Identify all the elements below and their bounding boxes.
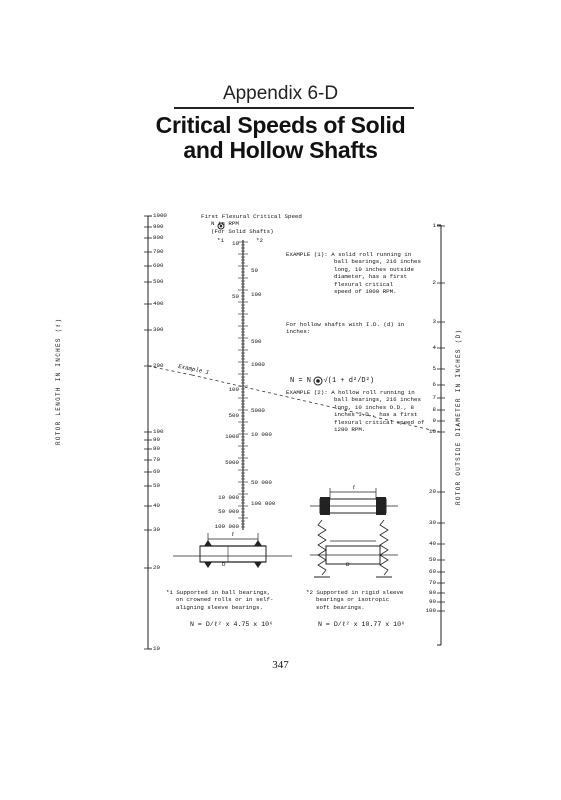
- example-2-line: EXAMPLE (2): A hollow roll running in: [286, 389, 415, 396]
- hollow-note-line: inches:: [286, 328, 311, 336]
- appendix-heading: Appendix 6-D: [222, 83, 339, 104]
- top-label-line-2: N in RPM: [211, 220, 239, 228]
- right-tick-label: 1: [432, 222, 436, 229]
- center-label-left: 10: [232, 240, 239, 247]
- diagram2-length-label: ℓ: [352, 484, 356, 491]
- example-2-line: long, 10 inches O.D., 8: [334, 403, 415, 411]
- left-tick-label: 70: [153, 456, 160, 463]
- top-label: [201, 213, 302, 235]
- center-label-left: 100: [228, 386, 239, 393]
- left-tick-label: 10: [153, 645, 160, 652]
- left-tick-label: 400: [153, 300, 164, 307]
- note-2-line: *2 Supported in rigid sleeve: [306, 589, 404, 596]
- right-tick-label: 60: [429, 568, 436, 575]
- hollow-formula: N = N · √(1 + d²/D²): [290, 377, 375, 385]
- example-2-line: inches I.D., has a first: [334, 411, 418, 419]
- title-line-1: Critical Speeds of Solid: [155, 112, 406, 138]
- right-tick-label: 40: [429, 540, 436, 547]
- left-tick-label: 500: [153, 278, 164, 285]
- right-tick-label: 50: [429, 556, 436, 563]
- center-label-right: 500: [251, 338, 262, 345]
- example-1-line: flexural critical: [334, 280, 394, 288]
- left-tick-label: 200: [153, 362, 164, 369]
- right-tick-label: 3: [432, 318, 436, 325]
- center-label-left: 50: [232, 293, 239, 300]
- page-number: 347: [272, 659, 289, 671]
- note-1: [166, 589, 273, 611]
- example-1-line: long, 10 inches outside: [334, 265, 415, 273]
- right-tick-label: 90: [429, 598, 436, 605]
- top-label-line-1: First Flexural Critical Speed: [201, 213, 302, 220]
- example-1-line: diameter, has a first: [334, 273, 408, 281]
- example-2: [286, 389, 424, 433]
- note-2-line: bearings or isotropic: [316, 596, 390, 604]
- center-label-right: 100: [251, 291, 262, 298]
- right-tick-label: 6: [432, 381, 436, 388]
- center-label-left: 50 000: [218, 508, 239, 515]
- example-1-line: ball bearings, 216 inches: [334, 258, 421, 266]
- left-tick-label: 900: [153, 223, 164, 230]
- left-tick-label: 700: [153, 248, 164, 255]
- diagram1-length-label: ℓ: [231, 531, 235, 538]
- center-label-right: 5000: [251, 407, 265, 414]
- example-1: [286, 251, 421, 295]
- diagram-ball-bearings: [173, 533, 292, 568]
- left-tick-label: 800: [153, 234, 164, 241]
- right-tick-label: 5: [432, 365, 436, 372]
- left-tick-label: 300: [153, 326, 164, 333]
- formula-2: N = D/ℓ² x 10.77 x 10⁶: [318, 621, 406, 628]
- right-tick-label: 4: [432, 344, 436, 351]
- right-tick-label: 30: [429, 519, 436, 526]
- center-label-right: 100 000: [251, 500, 276, 507]
- left-tick-label: 100: [153, 428, 164, 435]
- example-line-label: Example 1: [177, 362, 210, 377]
- left-tick-label: 1000: [153, 212, 167, 219]
- note-1-line: on crowned rolls or in self-: [176, 596, 274, 604]
- example-2-line: 1280 RPM.: [334, 426, 366, 434]
- diagram-sleeve-bearings: [310, 488, 398, 577]
- center-label-right: 50 000: [251, 479, 272, 486]
- left-tick-label: 600: [153, 262, 164, 269]
- left-tick-label: 40: [153, 502, 160, 509]
- diagram1-diameter-label: D: [222, 561, 226, 568]
- example-1-line: EXAMPLE (1): A solid roll running in: [286, 251, 412, 258]
- title-line-2: and Hollow Shafts: [183, 137, 378, 163]
- note-1-line: *1 Supported in ball bearings,: [166, 589, 271, 596]
- diagram2-diameter-label: D: [346, 561, 350, 568]
- center-label-left: 10 000: [218, 494, 239, 501]
- right-tick-label: 2: [432, 279, 436, 286]
- note-2: [306, 589, 403, 611]
- formula-1: N = D/ℓ² x 4.75 x 10⁶: [190, 621, 274, 628]
- right-axis-title: ROTOR OUTSIDE DIAMETER IN INCHES (D): [455, 328, 462, 505]
- center-label-right: 50: [251, 267, 258, 274]
- center-label-right: 1000: [251, 361, 265, 368]
- example-1-line: speed of 1000 RPM.: [334, 288, 397, 296]
- right-tick-label: 7: [432, 394, 436, 401]
- right-tick-label: 9: [432, 417, 436, 424]
- example-2-line: ball bearings, 216 inches: [334, 396, 421, 404]
- hollow-note: [286, 321, 404, 336]
- right-tick-label: 100: [425, 607, 436, 614]
- left-tick-label: 80: [153, 445, 160, 452]
- center-label-left: 100 000: [214, 523, 239, 530]
- right-tick-label: 80: [429, 589, 436, 596]
- right-tick-label: 20: [429, 488, 436, 495]
- left-tick-label: 90: [153, 436, 160, 443]
- col1-tag: *1: [217, 237, 224, 244]
- left-tick-label: 30: [153, 526, 160, 533]
- col2-tag: *2: [256, 237, 263, 244]
- left-tick-label: 20: [153, 564, 160, 571]
- right-tick-label: 10: [429, 428, 436, 435]
- left-tick-label: 50: [153, 482, 160, 489]
- example-2-line: flexural critical speed of: [334, 418, 425, 426]
- center-label-left: 500: [228, 412, 239, 419]
- center-label-left: 5000: [225, 459, 239, 466]
- left-tick-label: 60: [153, 468, 160, 475]
- right-tick-label: 8: [432, 406, 436, 413]
- center-label-right: 10 000: [251, 431, 272, 438]
- note-2-line: soft bearings.: [316, 603, 365, 611]
- note-1-line: aligning sleeve bearings.: [176, 603, 263, 611]
- hollow-note-line: For hollow shafts with I.D. (d) in: [286, 321, 405, 328]
- center-label-left: 1000: [225, 433, 239, 440]
- right-tick-label: 70: [429, 579, 436, 586]
- top-label-line-3: (For Solid Shafts): [211, 227, 274, 235]
